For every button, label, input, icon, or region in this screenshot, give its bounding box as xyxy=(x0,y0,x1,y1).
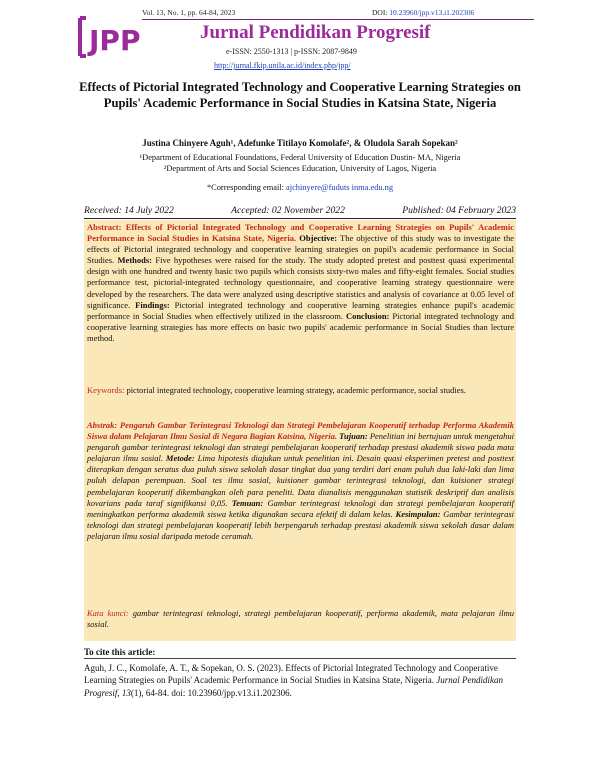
journal-title: Jurnal Pendidikan Progresif xyxy=(200,22,431,43)
corresponding-email: *Corresponding email: ajchinyere@fuduts inma.edu.ng xyxy=(206,183,394,192)
paper-title: Effects of Pictorial Integrated Technology and Cooperative Learning Strategies on Pupils' Academic Performance in Social Studies in Katsina State, Nigeria xyxy=(79,80,521,110)
issn: e-ISSN: 2550-1313 | p-ISSN: 2087-9849 xyxy=(226,47,357,56)
abstract-heading: Abstract: Effects of Pictorial Integrated Technology and Cooperative Learning Strategies on Pupils' Academic Performance in Social Studies in Katsina State, Nigeria. xyxy=(87,222,514,244)
abstract-english: Abstract: Effects of Pictorial Integrated Technology and Cooperative Learning Strategies on Pupils' Academic Performance in Social Studies in Katsina State, Nigeria. Objective: The objective of this study was to investigate the effects of Pictorial integrated technology and cooperative learning strategies on pupil's academic performance in Social Studies. Methods: Five hypotheses were raised for the study. The study adopted pretest and posttest quasi experimental design with one hundred and twenty basic two pupils which consists sixty-two males and fifty-eight females. Social studies performance test, pictorial-integrated technology questionnaire, and cooperative learning strategy questionnaire were developed by the researchers. The data were analyzed using descriptive statistics and analysis of covariance at 0.05 level of significance. Findings: Pictorial integrated technology and cooperative learning strategies enhance pupil's academic performance in Social Studies when effectively utilized in the classroom. Conclusion: Pictorial integrated technology and cooperative learning strategies has more effects on basic two pupils' academic performance in Social Studies than lecture method. xyxy=(87,222,515,343)
logo-text: JPP xyxy=(89,24,141,57)
citation-text: Aguh, J. C., Komolafe, A. T., & Sopekan, O. S. (2023). Effects of Pictorial Integrated Technology and Cooperative Learning Strategies on Pupils' Academic Performance in Social Studies in Katsina State, Nigeria. Jurnal Pendidikan Progresif, 13(1), 64-84. doi: 10.23960/jpp.v13.i1.202306. xyxy=(84,663,504,698)
citation-heading: To cite this article: xyxy=(84,647,156,657)
header-divider xyxy=(142,19,534,20)
keywords-indonesian: Kata kunci: gambar terintegrasi teknologi, strategi pembelajaran kooperatif, performa akademik, mata pelajaran ilmu sosial. xyxy=(87,608,514,630)
doi-link[interactable]: 10.23960/jpp.v13.i1.202306 xyxy=(389,8,475,17)
affiliation-2: ²Department of Arts and Social Sciences Education, University of Lagos, Nigeria xyxy=(163,164,437,173)
accepted-date: Accepted: 02 November 2022 xyxy=(231,205,345,216)
abstrak-heading: Abstrak: Pengaruh Gambar Terintegrasi Teknologi dan Strategi Pembelajaran Kooperatif terhadap Performa Akademik Siswa dalam Pelajaran Ilmu Sosial di Negara Bagian Katsina, Nigeria. xyxy=(87,420,514,442)
article-dates xyxy=(84,205,516,216)
email-link[interactable]: ajchinyere@fuduts inma.edu.ng xyxy=(286,183,394,192)
journal-header xyxy=(0,0,600,80)
received-date: Received: 14 July 2022 xyxy=(84,205,174,216)
jpp-logo xyxy=(76,16,148,60)
volume-info: Vol. 13, No. 1, pp. 64-84, 2023 xyxy=(142,8,236,17)
authors: Justina Chinyere Aguh¹, Adefunke Titilayo Komolafe², & Oludola Sarah Sopekan² xyxy=(142,138,458,148)
citation-divider xyxy=(84,658,516,659)
journal-url-link[interactable]: http://jurnal.fkip.unila.ac.id/index.php/jpp/ xyxy=(214,61,351,70)
abstract-indonesian: Abstrak: Pengaruh Gambar Terintegrasi Teknologi dan Strategi Pembelajaran Kooperatif terhadap Performa Akademik Siswa dalam Pelajaran Ilmu Sosial di Negara Bagian Katsina, Nigeria. Tujuan: Penelitian ini bertujuan untuk mengetahui pengaruh gambar terintegrasi teknologi dan strategi pembelajaran kooperatif terhadap prestasi akademik siswa pada mata pelajaran ilmu sosial. Metode: Lima hipotesis diajukan untuk penelitian ini. Desain quasi eksperimen pretest and posttest diterapkan dengan seratus dua puluh siswa sekolah dasar tingkat dua yang terdiri dari enam puluh dua laki-laki dan lima puluh delapan perempuan. Soal tes ilmu sosial, kuisioner gambar terintegrasi teknologi, dan kuisioner strategi pembelajaran kooperatif dikembangkan oleh para peneliti. Data dianalisis menggunakan statistik deskriptif dan analisis kovarians pada taraf signifikansi 0,05. Temuan: Gambar terintegrasi teknologi dan strategi pembelajaran kooperatif meningkatkan performa akademik siswa ketika digunakan secara efektif di dalam kelas. Kesimpulan: Gambar terintegrasi teknologi dan strategi pembelajaran kooperatif lebih berpengaruh terhadap prestasi akademik siswa sekolah dasar dalam pelajaran ilmu sosial daripada metode ceramah. xyxy=(87,420,515,541)
doi-info: DOI: 10.23960/jpp.v13.i1.202306 xyxy=(372,8,475,17)
affiliation-1: ¹Department of Educational Foundations, Federal University of Education Dustin- MA, Nigeria xyxy=(139,153,461,162)
keywords-english: Keywords: pictorial integrated technology, cooperative learning strategy, academic performance, social studies. xyxy=(87,385,466,395)
published-date: Published: 04 February 2023 xyxy=(402,205,516,216)
dates-divider xyxy=(84,218,516,219)
